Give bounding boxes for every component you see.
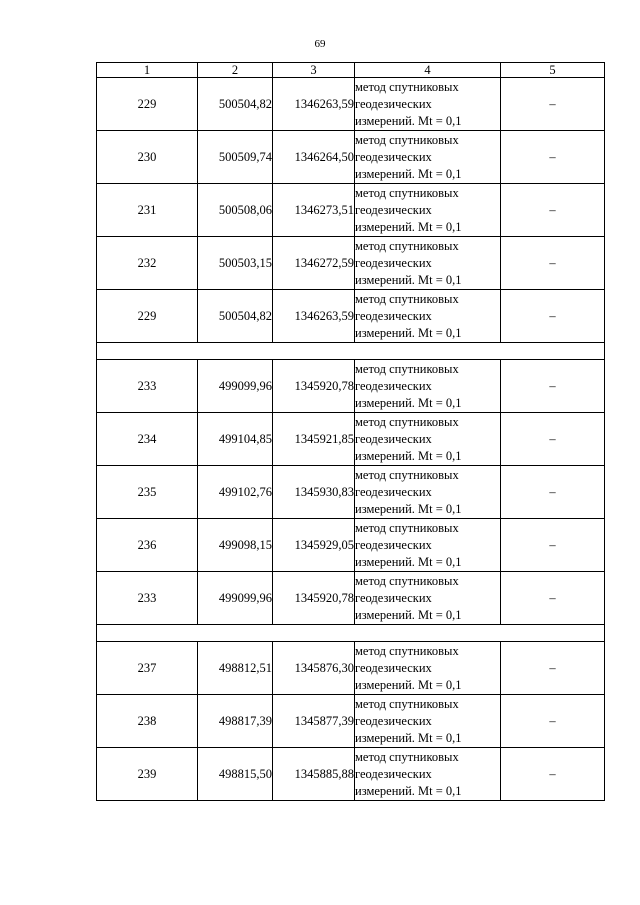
note-cell: –	[501, 519, 605, 572]
x-coordinate-cell: 498815,50	[198, 748, 273, 801]
note-cell: –	[501, 184, 605, 237]
point-number-cell: 232	[97, 237, 198, 290]
y-coordinate-cell: 1345885,88	[273, 748, 355, 801]
x-coordinate-cell: 499104,85	[198, 413, 273, 466]
note-cell: –	[501, 572, 605, 625]
y-coordinate-cell: 1345930,83	[273, 466, 355, 519]
note-cell: –	[501, 78, 605, 131]
method-cell	[355, 78, 501, 131]
x-coordinate-cell: 499099,96	[198, 572, 273, 625]
method-line: метод спутниковых	[355, 467, 459, 482]
method-line: метод спутниковых	[355, 238, 459, 253]
y-coordinate-cell: 1345920,78	[273, 572, 355, 625]
separator-cell	[97, 625, 605, 642]
method-line: измерений. Mt = 0,1	[355, 554, 462, 569]
method-line: измерений. Mt = 0,1	[355, 677, 462, 692]
separator-cell	[97, 343, 605, 360]
point-number-cell: 236	[97, 519, 198, 572]
method-line: метод спутниковых	[355, 643, 459, 658]
method-line: геодезических	[355, 96, 432, 111]
table-row	[97, 466, 605, 519]
y-coordinate-cell: 1346263,59	[273, 78, 355, 131]
method-cell	[355, 184, 501, 237]
point-number-cell: 229	[97, 78, 198, 131]
column-header-3: 3	[273, 63, 355, 78]
table-separator-row	[97, 343, 605, 360]
column-header-5: 5	[501, 63, 605, 78]
x-coordinate-cell: 500504,82	[198, 290, 273, 343]
method-line: метод спутниковых	[355, 79, 459, 94]
method-cell	[355, 360, 501, 413]
point-number-cell: 235	[97, 466, 198, 519]
method-line: метод спутниковых	[355, 291, 459, 306]
table-row	[97, 360, 605, 413]
method-cell	[355, 290, 501, 343]
y-coordinate-cell: 1346272,59	[273, 237, 355, 290]
point-number-cell: 239	[97, 748, 198, 801]
table-row	[97, 748, 605, 801]
method-line: геодезических	[355, 149, 432, 164]
method-cell	[355, 413, 501, 466]
method-line: метод спутниковых	[355, 520, 459, 535]
point-number-cell: 230	[97, 131, 198, 184]
table-row	[97, 290, 605, 343]
note-cell: –	[501, 413, 605, 466]
table-row	[97, 78, 605, 131]
y-coordinate-cell: 1345921,85	[273, 413, 355, 466]
note-cell: –	[501, 695, 605, 748]
method-line: измерений. Mt = 0,1	[355, 113, 462, 128]
table-row	[97, 695, 605, 748]
coordinates-table	[96, 62, 605, 801]
method-line: геодезических	[355, 660, 432, 675]
method-line: геодезических	[355, 255, 432, 270]
y-coordinate-cell: 1346263,59	[273, 290, 355, 343]
page-number: 69	[314, 38, 326, 50]
method-line: геодезических	[355, 537, 432, 552]
point-number-cell: 229	[97, 290, 198, 343]
table-row	[97, 184, 605, 237]
method-line: геодезических	[355, 378, 432, 393]
x-coordinate-cell: 498817,39	[198, 695, 273, 748]
note-cell: –	[501, 360, 605, 413]
method-line: измерений. Mt = 0,1	[355, 448, 462, 463]
y-coordinate-cell: 1345920,78	[273, 360, 355, 413]
column-header-2: 2	[198, 63, 273, 78]
x-coordinate-cell: 498812,51	[198, 642, 273, 695]
method-cell	[355, 466, 501, 519]
point-number-cell: 234	[97, 413, 198, 466]
point-number-cell: 237	[97, 642, 198, 695]
method-line: метод спутниковых	[355, 132, 459, 147]
x-coordinate-cell: 499102,76	[198, 466, 273, 519]
table-row	[97, 572, 605, 625]
method-line: измерений. Mt = 0,1	[355, 730, 462, 745]
method-line: измерений. Mt = 0,1	[355, 607, 462, 622]
method-cell	[355, 131, 501, 184]
point-number-cell: 231	[97, 184, 198, 237]
method-cell	[355, 519, 501, 572]
table-body	[97, 78, 605, 801]
column-header-4: 4	[355, 63, 501, 78]
method-line: метод спутниковых	[355, 696, 459, 711]
x-coordinate-cell: 499099,96	[198, 360, 273, 413]
method-line: измерений. Mt = 0,1	[355, 219, 462, 234]
method-line: геодезических	[355, 308, 432, 323]
note-cell: –	[501, 748, 605, 801]
method-line: измерений. Mt = 0,1	[355, 272, 462, 287]
y-coordinate-cell: 1345876,30	[273, 642, 355, 695]
table-row	[97, 237, 605, 290]
method-cell	[355, 572, 501, 625]
method-cell	[355, 237, 501, 290]
point-number-cell: 238	[97, 695, 198, 748]
note-cell: –	[501, 642, 605, 695]
table-row	[97, 413, 605, 466]
table-separator-row	[97, 625, 605, 642]
method-cell	[355, 748, 501, 801]
method-line: измерений. Mt = 0,1	[355, 395, 462, 410]
x-coordinate-cell: 500509,74	[198, 131, 273, 184]
point-number-cell: 233	[97, 360, 198, 413]
x-coordinate-cell: 500508,06	[198, 184, 273, 237]
method-line: метод спутниковых	[355, 185, 459, 200]
y-coordinate-cell: 1345877,39	[273, 695, 355, 748]
x-coordinate-cell: 500503,15	[198, 237, 273, 290]
note-cell: –	[501, 237, 605, 290]
x-coordinate-cell: 500504,82	[198, 78, 273, 131]
y-coordinate-cell: 1346273,51	[273, 184, 355, 237]
method-line: метод спутниковых	[355, 414, 459, 429]
method-line: метод спутниковых	[355, 361, 459, 376]
method-cell	[355, 695, 501, 748]
method-line: измерений. Mt = 0,1	[355, 783, 462, 798]
table-row	[97, 131, 605, 184]
x-coordinate-cell: 499098,15	[198, 519, 273, 572]
table-header-row	[97, 63, 605, 78]
column-header-1: 1	[97, 63, 198, 78]
method-line: метод спутниковых	[355, 573, 459, 588]
point-number-cell: 233	[97, 572, 198, 625]
method-cell	[355, 642, 501, 695]
note-cell: –	[501, 131, 605, 184]
method-line: измерений. Mt = 0,1	[355, 166, 462, 181]
note-cell: –	[501, 290, 605, 343]
method-line: геодезических	[355, 713, 432, 728]
y-coordinate-cell: 1345929,05	[273, 519, 355, 572]
method-line: геодезических	[355, 431, 432, 446]
method-line: геодезических	[355, 590, 432, 605]
method-line: метод спутниковых	[355, 749, 459, 764]
method-line: измерений. Mt = 0,1	[355, 501, 462, 516]
note-cell: –	[501, 466, 605, 519]
method-line: измерений. Mt = 0,1	[355, 325, 462, 340]
table-row	[97, 519, 605, 572]
method-line: геодезических	[355, 766, 432, 781]
method-line: геодезических	[355, 202, 432, 217]
method-line: геодезических	[355, 484, 432, 499]
table-row	[97, 642, 605, 695]
y-coordinate-cell: 1346264,50	[273, 131, 355, 184]
